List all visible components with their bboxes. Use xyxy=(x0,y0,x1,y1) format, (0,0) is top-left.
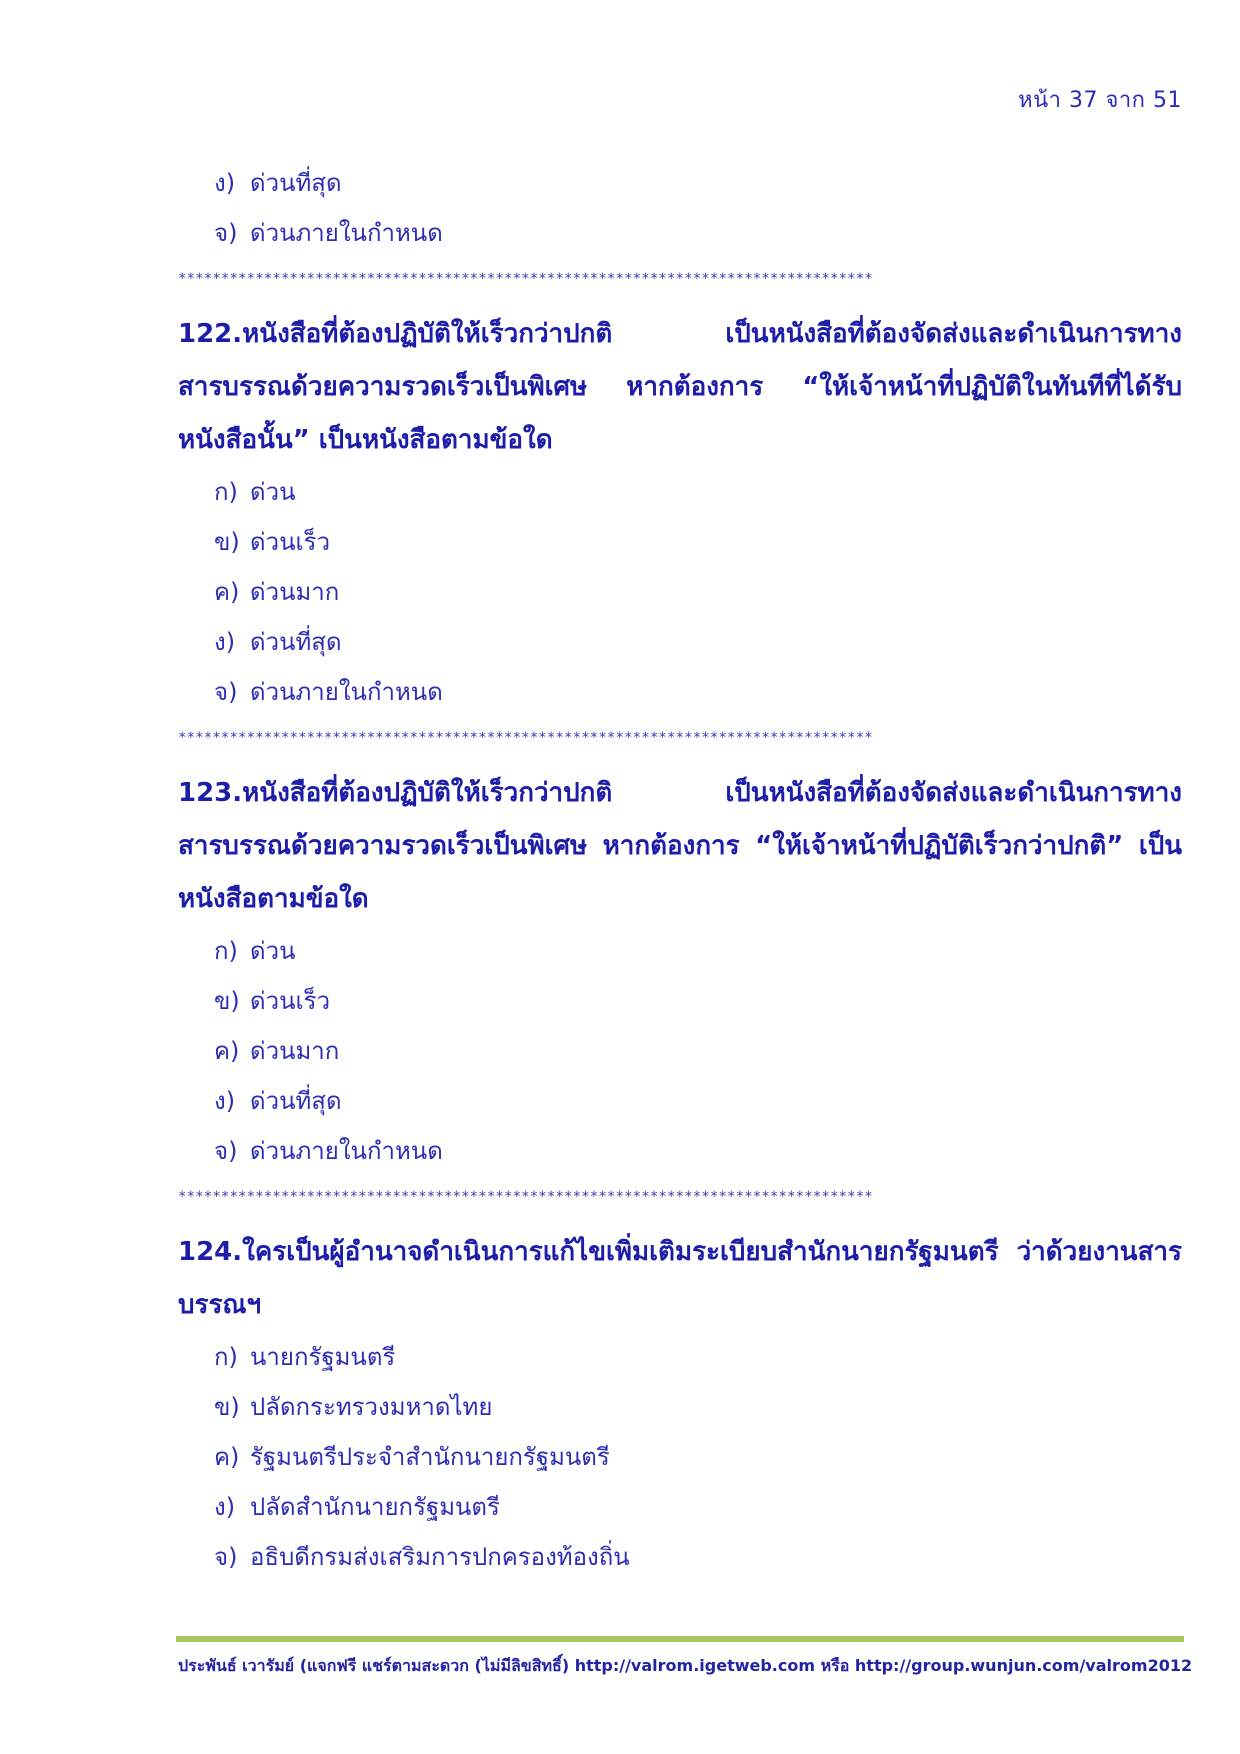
choice-item xyxy=(214,567,1182,617)
choice-item xyxy=(214,1076,1182,1126)
choice-letter: ค) xyxy=(214,1037,240,1065)
choice-letter: ก) xyxy=(214,937,238,965)
choice-letter: ง) xyxy=(214,1087,236,1115)
choice-item xyxy=(214,926,1182,976)
choice-text: นายกรัฐมนตรี xyxy=(250,1343,396,1371)
choice-text: ด่วนภายในกำหนด xyxy=(250,219,443,247)
choice-item xyxy=(214,517,1182,567)
asterisk-separator: ********************************************************************************* xyxy=(178,730,873,746)
choice-letter: จ) xyxy=(214,1137,238,1165)
choice-letter: ข) xyxy=(214,1393,240,1421)
choice-item xyxy=(214,158,1182,208)
choice-item xyxy=(214,467,1182,517)
choice-text: อธิบดีกรมส่งเสริมการปกครองท้องถิ่น xyxy=(250,1543,630,1571)
choice-item xyxy=(214,1382,1182,1432)
choice-item xyxy=(214,1332,1182,1382)
asterisk-separator: ********************************************************************************* xyxy=(178,271,873,287)
choice-letter: ข) xyxy=(214,987,240,1015)
choice-letter: จ) xyxy=(214,1543,238,1571)
choice-letter: ค) xyxy=(214,578,240,606)
question-number: 122. xyxy=(178,319,243,349)
choice-letter: ก) xyxy=(214,1343,238,1371)
choice-text: ด่วนที่สุด xyxy=(250,628,342,656)
question-122 xyxy=(178,308,1182,467)
asterisk-separator: ********************************************************************************* xyxy=(178,1189,873,1205)
choice-text: ด่วนมาก xyxy=(250,578,340,606)
choice-text: ด่วนมาก xyxy=(250,1037,340,1065)
choice-text: ปลัดสำนักนายกรัฐมนตรี xyxy=(250,1493,500,1521)
question-text: หนังสือที่ต้องปฏิบัติให้เร็วกว่าปกติ เป็นหนังสือที่ต้องจัดส่งและดำเนินการทางสารบรรณด้วยความรวดเร็วเป็นพิเศษ หากต้องการ “ให้เจ้าหน้าที่ปฏิบัติเร็วกว่าปกติ” เป็นหนังสือตามข้อใด xyxy=(178,778,1182,914)
question-text: ใครเป็นผู้อำนาจดำเนินการแก้ไขเพิ่มเติมระเบียบสำนักนายกรัฐมนตรี ว่าด้วยงานสารบรรณฯ xyxy=(178,1237,1182,1320)
choice-item xyxy=(214,976,1182,1026)
choice-item xyxy=(214,1532,1182,1582)
footer-divider xyxy=(176,1636,1184,1642)
choice-item xyxy=(214,667,1182,717)
choice-letter: ก) xyxy=(214,478,238,506)
choice-item xyxy=(214,1432,1182,1482)
choice-letter: ข) xyxy=(214,528,240,556)
choice-letter: ง) xyxy=(214,628,236,656)
choice-letter: ค) xyxy=(214,1443,240,1471)
question-number: 124. xyxy=(178,1237,243,1267)
choice-item xyxy=(214,208,1182,258)
choice-letter: ง) xyxy=(214,169,236,197)
page-number: หน้า 37 จาก 51 xyxy=(1018,88,1182,113)
question-123 xyxy=(178,767,1182,926)
document-body xyxy=(178,158,1182,1582)
choice-item xyxy=(214,1482,1182,1532)
question-124 xyxy=(178,1226,1182,1332)
choice-letter: ง) xyxy=(214,1493,236,1521)
choice-text: ด่วนเร็ว xyxy=(250,528,331,556)
choice-text: ด่วนภายในกำหนด xyxy=(250,678,443,706)
choice-text: รัฐมนตรีประจำสำนักนายกรัฐมนตรี xyxy=(250,1443,610,1471)
choice-text: ด่วนที่สุด xyxy=(250,1087,342,1115)
question-number: 123. xyxy=(178,778,243,808)
footer-credit: ประพันธ์ เวารัมย์ (แจกฟรี แชร์ตามสะดวก (ไม่มีลิขสิทธิ์) http://valrom.igetweb.com หรือ http://group.wunjun.com/valrom2012 xyxy=(178,1656,1193,1675)
choice-text: ด่วน xyxy=(250,478,296,506)
choice-text: ด่วนภายในกำหนด xyxy=(250,1137,443,1165)
choice-item xyxy=(214,1026,1182,1076)
question-text: หนังสือที่ต้องปฏิบัติให้เร็วกว่าปกติ เป็นหนังสือที่ต้องจัดส่งและดำเนินการทางสารบรรณด้วยความรวดเร็วเป็นพิเศษ หากต้องการ “ให้เจ้าหน้าที่ปฏิบัติในทันทีที่ได้รับหนังสือนั้น” เป็นหนังสือตามข้อใด xyxy=(178,319,1182,455)
choice-letter: จ) xyxy=(214,678,238,706)
choice-item xyxy=(214,1126,1182,1176)
choice-text: ด่วนเร็ว xyxy=(250,987,331,1015)
choice-text: ปลัดกระทรวงมหาดไทย xyxy=(250,1393,493,1421)
choice-text: ด่วนที่สุด xyxy=(250,169,342,197)
choice-letter: จ) xyxy=(214,219,238,247)
choice-text: ด่วน xyxy=(250,937,296,965)
choice-item xyxy=(214,617,1182,667)
